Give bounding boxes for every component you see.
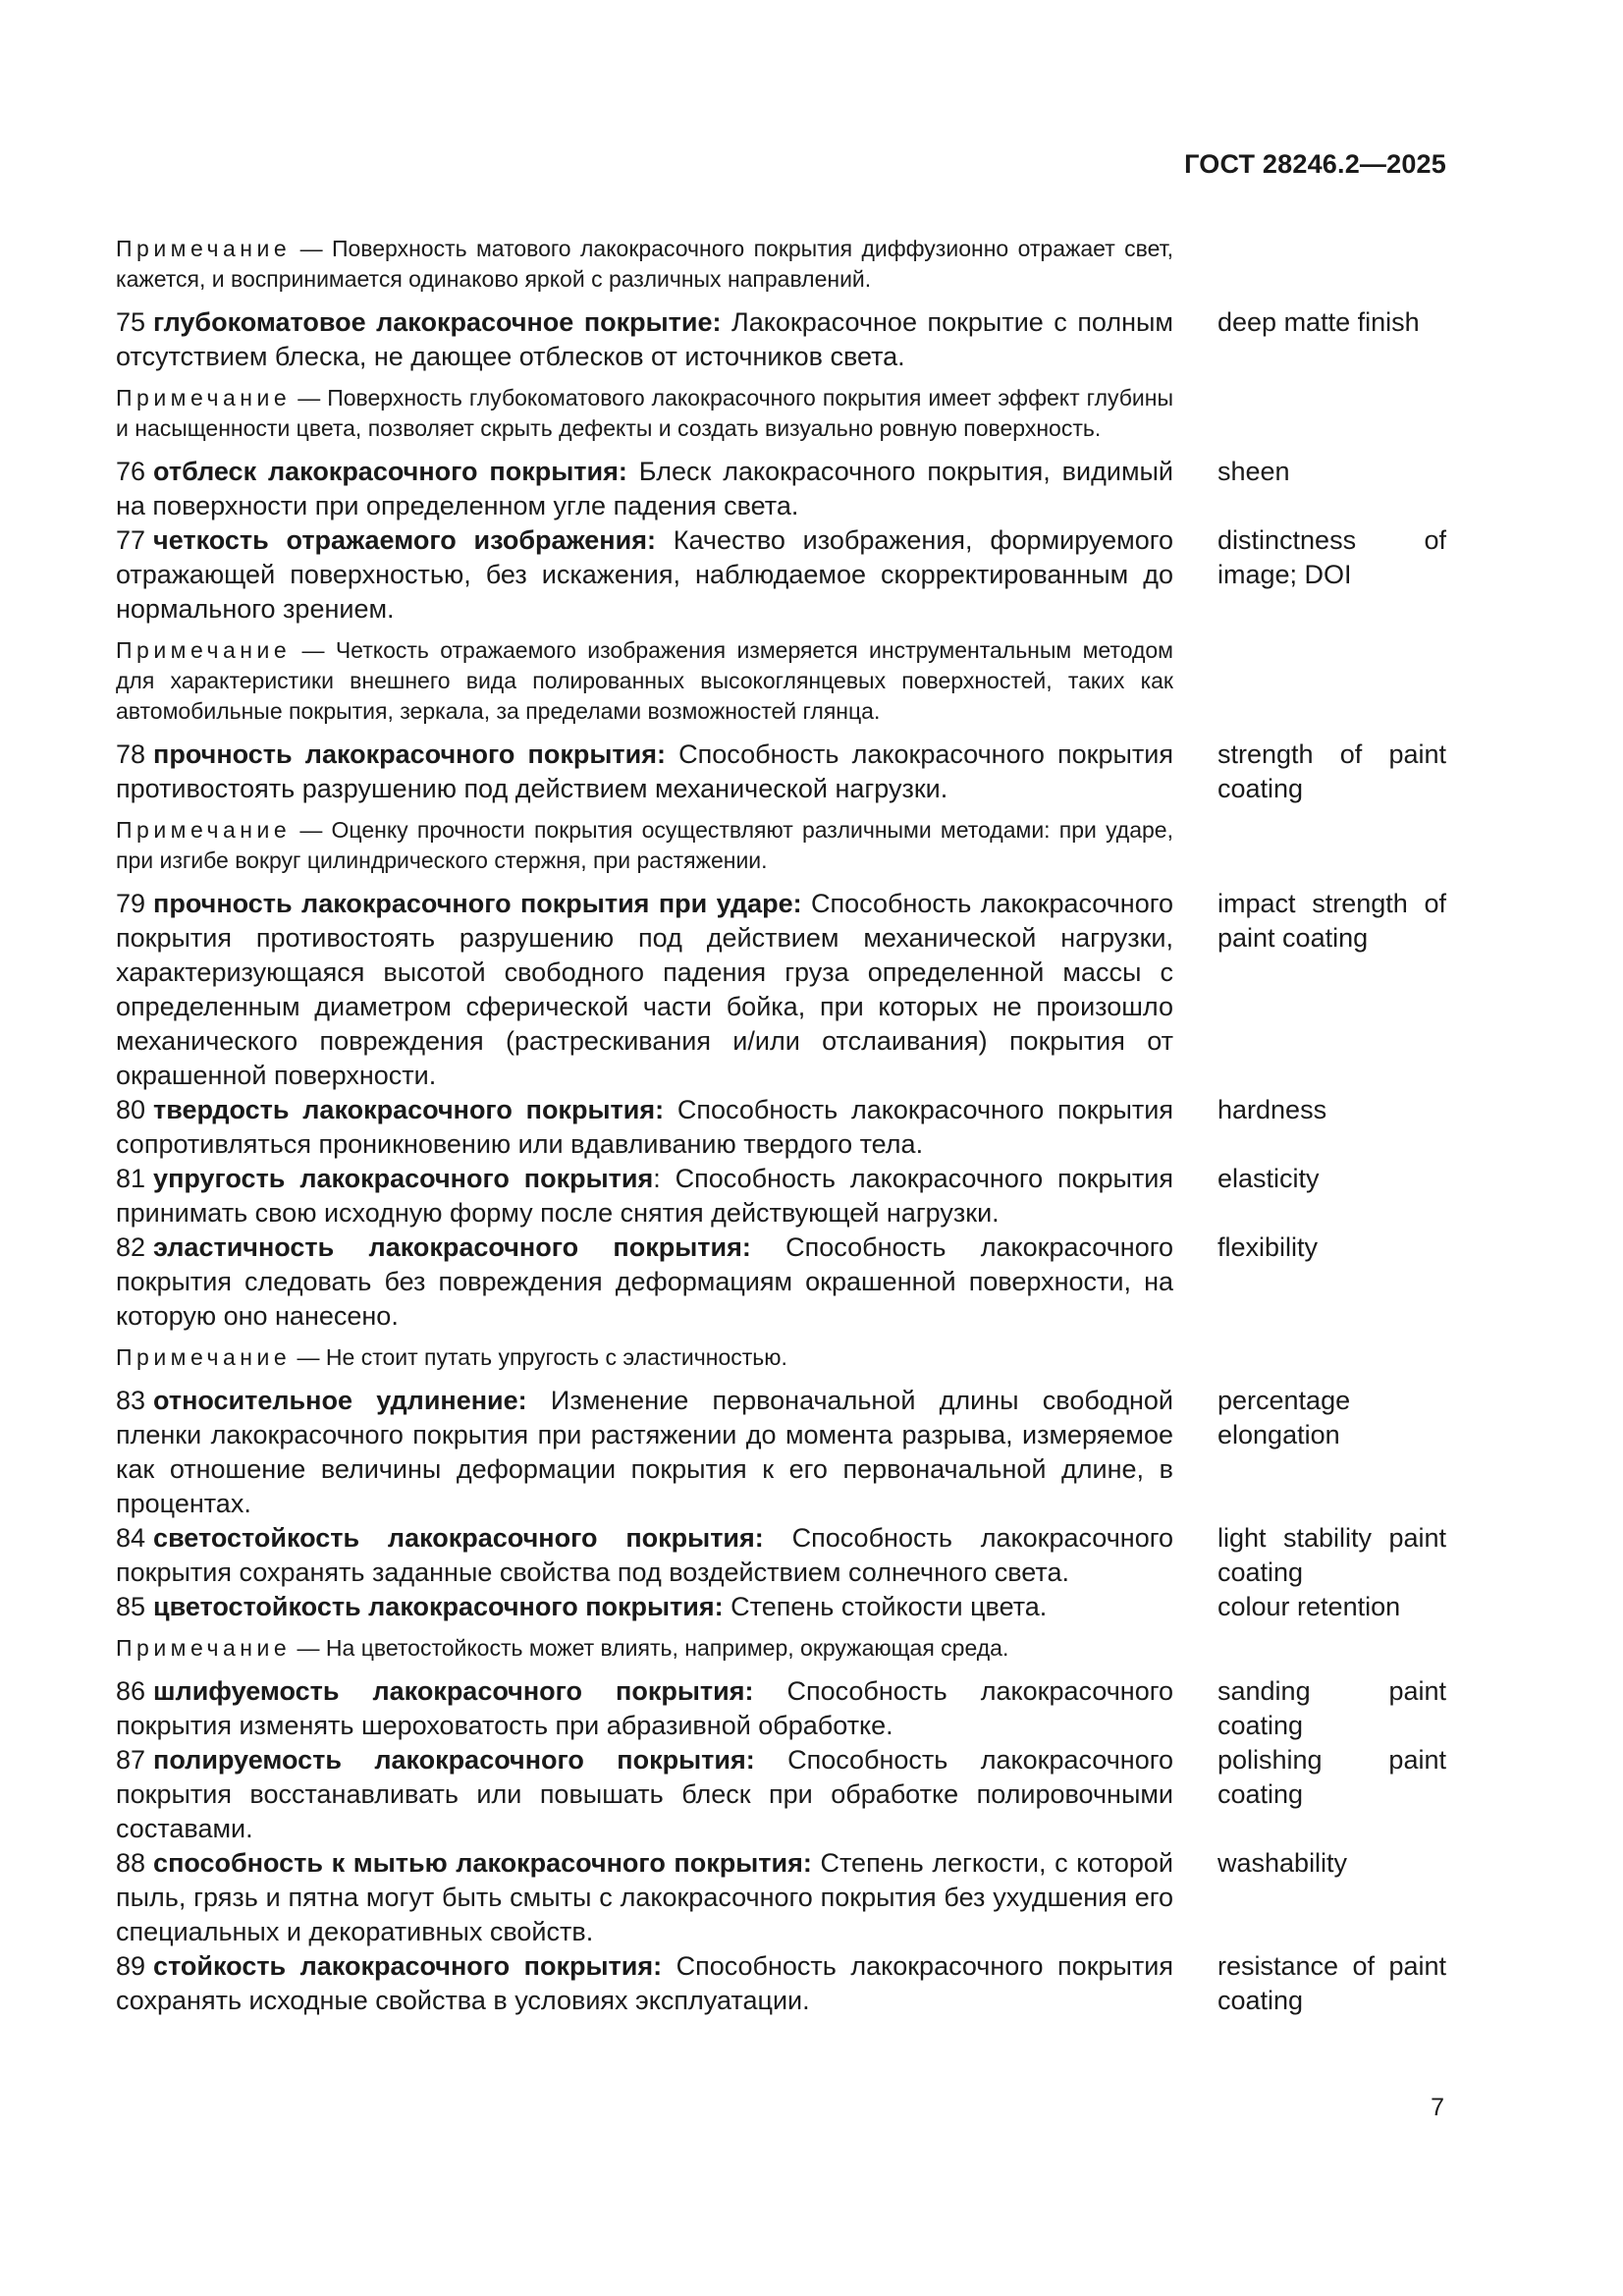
term-number: 83 xyxy=(116,1386,146,1415)
term-name: упругость лакокрасочного покрытия xyxy=(153,1164,654,1193)
term-number: 88 xyxy=(116,1848,146,1878)
term-entry xyxy=(116,1521,1446,1590)
term-number: 78 xyxy=(116,739,146,769)
term-number: 87 xyxy=(116,1745,146,1775)
term-definition: Блеск лакокрасочного покрытия, видимый на поверхности при определенном угле падения света. xyxy=(116,457,1173,520)
note-label: Примечание xyxy=(116,637,292,663)
english-equivalent: hardness xyxy=(1217,1095,1327,1124)
term-definition-block xyxy=(116,305,1173,374)
document-header-id: ГОСТ 28246.2—2025 xyxy=(1184,149,1446,179)
english-equivalent: elasticity xyxy=(1217,1164,1320,1193)
term-name: отблеск лакокрасочного покрытия: xyxy=(153,457,627,486)
term-name: эластичность лакокрасочного покрытия: xyxy=(153,1232,751,1262)
term-definition-block xyxy=(116,1743,1173,1846)
term-entry xyxy=(116,1384,1446,1521)
term-definition-block xyxy=(116,523,1173,627)
term-entry xyxy=(116,1674,1446,1743)
term-number: 82 xyxy=(116,1232,146,1262)
term-entry xyxy=(116,1846,1446,1949)
term-entry xyxy=(116,1093,1446,1162)
english-equivalent: impact strength of paint coating xyxy=(1217,889,1446,953)
term-entry xyxy=(116,887,1446,1093)
term-number: 80 xyxy=(116,1095,146,1124)
page-number: 7 xyxy=(1431,2094,1444,2121)
note-text: — На цветостойкость может влиять, например, окружающая среда. xyxy=(297,1635,1009,1661)
note xyxy=(116,815,1173,876)
term-definition: Изменение первоначальной длины свободной пленки лакокрасочного покрытия при растяжении до момента разрыва, измеряемое как отношение величины деформации покрытия к его первоначальной длине, в процентах. xyxy=(116,1386,1173,1518)
term-entry xyxy=(116,1590,1446,1624)
term-number: 76 xyxy=(116,457,146,486)
term-definition-block xyxy=(116,1093,1173,1162)
term-entry xyxy=(116,523,1446,627)
term-definition-block xyxy=(116,1162,1173,1230)
note-text: — Оценку прочности покрытия осуществляют различными методами: при ударе, при изгибе вокруг цилиндрического стержня, при растяжении. xyxy=(116,817,1173,873)
term-definition: : Способность лакокрасочного покрытия принимать свою исходную форму после снятия действующей нагрузки. xyxy=(116,1164,1173,1228)
term-number: 75 xyxy=(116,307,146,337)
term-definition: Лакокрасочное покрытие с полным отсутствием блеска, не дающее отблесков от источников света. xyxy=(116,307,1173,371)
term-definition-block xyxy=(116,1846,1173,1949)
term-definition-block xyxy=(116,1590,1173,1624)
term-name: способность к мытью лакокрасочного покрытия: xyxy=(153,1848,812,1878)
note-text: — Поверхность глубокоматового лакокрасочного покрытия имеет эффект глубины и насыщенности цвета, позволяет скрыть дефекты и создать визуально ровную поверхность. xyxy=(116,385,1174,441)
term-name: цветостойкость лакокрасочного покрытия: xyxy=(153,1592,724,1621)
term-definition: Качество изображения, формируемого отражающей поверхностью, без искажения, наблюдаемое скорректированным до нормального зрением. xyxy=(116,525,1173,624)
note-label: Примечание xyxy=(116,817,292,843)
term-definition: Способность лакокрасочного покрытия изменять шероховатость при абразивной обработке. xyxy=(116,1676,1173,1740)
term-entry xyxy=(116,1949,1446,2018)
english-equivalent: strength of paint coating xyxy=(1217,739,1446,803)
term-definition-block xyxy=(116,887,1173,1093)
english-equivalent: sanding paint coating xyxy=(1217,1676,1446,1740)
term-definition-block xyxy=(116,1521,1173,1590)
english-equivalent: polishing paint coating xyxy=(1217,1745,1446,1809)
term-definition: Способность лакокрасочного покрытия сопротивляться проникновению или вдавливанию твердого тела. xyxy=(116,1095,1173,1159)
terms-list xyxy=(116,234,1446,2018)
term-entry xyxy=(116,1743,1446,1846)
term-definition: Способность лакокрасочного покрытия противостоять разрушению под действием механической нагрузки, характеризующаяся высотой свободного падения груза определенной массы с определенным диаметром сферической части бойка, при которых не произошло механического повреждения (растрескивания и/или отслаивания) покрытия от окрашенной поверхности. xyxy=(116,889,1173,1090)
note-text: — Четкость отражаемого изображения измеряется инструментальным методом для характеристики внешнего вида полированных высокоглянцевых поверхностей, таких как автомобильные покрытия, зеркала, за пределами возможностей глянца. xyxy=(116,637,1173,724)
term-definition-block xyxy=(116,1674,1173,1743)
term-definition: Способность лакокрасочного покрытия сохранять исходные свойства в условиях эксплуатации. xyxy=(116,1951,1173,2015)
term-definition-block xyxy=(116,738,1173,806)
term-entry xyxy=(116,455,1446,523)
term-definition: Степень стойкости цвета. xyxy=(723,1592,1048,1621)
note-label: Примечание xyxy=(116,1344,292,1370)
term-name: стойкость лакокрасочного покрытия: xyxy=(153,1951,663,1981)
term-name: прочность лакокрасочного покрытия при ударе: xyxy=(153,889,802,918)
term-name: прочность лакокрасочного покрытия: xyxy=(153,739,666,769)
term-definition: Степень легкости, с которой пыль, грязь и пятна могут быть смыты с лакокрасочного покрытия без ухудшения его специальных и декоративных свойств. xyxy=(116,1848,1173,1946)
english-equivalent: percentage elongation xyxy=(1217,1386,1351,1449)
note-label: Примечание xyxy=(116,1635,292,1661)
note xyxy=(116,234,1173,295)
term-entry xyxy=(116,738,1446,806)
term-definition-block xyxy=(116,1384,1173,1521)
term-definition-block xyxy=(116,1949,1173,2018)
term-number: 86 xyxy=(116,1676,146,1706)
note xyxy=(116,1633,1173,1664)
term-number: 79 xyxy=(116,889,146,918)
term-entry xyxy=(116,1162,1446,1230)
english-equivalent: sheen xyxy=(1217,457,1290,486)
term-name: относительное удлинение: xyxy=(153,1386,527,1415)
term-name: глубокоматовое лакокрасочное покрытие: xyxy=(153,307,722,337)
note-text: — Поверхность матового лакокрасочного покрытия диффузионно отражает свет, кажется, и воспринимается одинаково яркой с различных направлений. xyxy=(116,236,1174,292)
note-text: — Не стоит путать упругость с эластичностью. xyxy=(297,1344,787,1370)
term-entry xyxy=(116,305,1446,374)
note xyxy=(116,1342,1173,1373)
term-definition: Способность лакокрасочного покрытия следовать без повреждения деформациям окрашенной поверхности, на которую оно нанесено. xyxy=(116,1232,1173,1331)
note-label: Примечание xyxy=(116,385,292,410)
term-definition: Способность лакокрасочного покрытия сохранять заданные свойства под воздействием солнечного света. xyxy=(116,1523,1173,1587)
term-definition-block xyxy=(116,455,1173,523)
term-name: четкость отражаемого изображения: xyxy=(153,525,656,555)
term-number: 84 xyxy=(116,1523,146,1553)
note-label: Примечание xyxy=(116,236,292,261)
term-definition: Способность лакокрасочного покрытия восстанавливать или повышать блеск при обработке полировочными составами. xyxy=(116,1745,1173,1843)
english-equivalent: flexibility xyxy=(1217,1232,1319,1262)
english-equivalent: colour retention xyxy=(1217,1592,1401,1621)
term-definition: Способность лакокрасочного покрытия противостоять разрушению под действием механической нагрузки. xyxy=(116,739,1173,803)
english-equivalent: distinctness of image; DOI xyxy=(1217,525,1446,589)
term-name: полируемость лакокрасочного покрытия: xyxy=(153,1745,755,1775)
term-definition-block xyxy=(116,1230,1173,1334)
english-equivalent: deep matte finish xyxy=(1217,307,1420,337)
term-name: шлифуемость лакокрасочного покрытия: xyxy=(153,1676,754,1706)
english-equivalent: light stability paint coating xyxy=(1217,1523,1446,1587)
note xyxy=(116,635,1173,727)
term-number: 81 xyxy=(116,1164,146,1193)
term-name: твердость лакокрасочного покрытия: xyxy=(153,1095,665,1124)
term-number: 77 xyxy=(116,525,146,555)
note xyxy=(116,383,1173,444)
term-name: светостойкость лакокрасочного покрытия: xyxy=(153,1523,764,1553)
english-equivalent: washability xyxy=(1217,1848,1348,1878)
english-equivalent: resistance of paint coating xyxy=(1217,1951,1446,2015)
term-number: 85 xyxy=(116,1592,146,1621)
term-number: 89 xyxy=(116,1951,146,1981)
term-entry xyxy=(116,1230,1446,1334)
